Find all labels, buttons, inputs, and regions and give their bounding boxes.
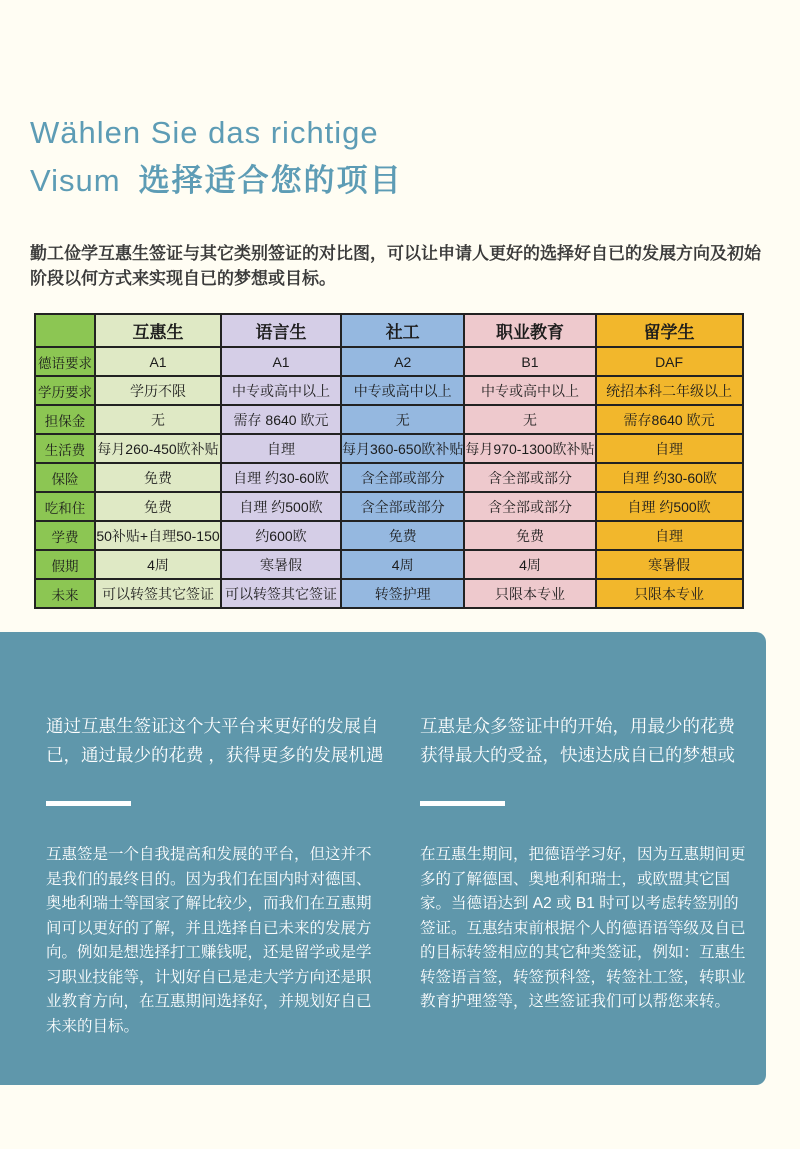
row-label: 生活费 <box>35 434 95 463</box>
table-cell: B1 <box>464 347 595 376</box>
row-label: 假期 <box>35 550 95 579</box>
table-cell: 自理 约500欧 <box>221 492 341 521</box>
panel-left-column <box>46 712 386 1085</box>
table-cell: 免费 <box>95 492 221 521</box>
left-divider <box>46 801 131 806</box>
table-cell: 需存 8640 欧元 <box>221 405 341 434</box>
right-divider <box>420 801 505 806</box>
title-german-line1: Wählen Sie das richtige <box>30 115 379 150</box>
row-label: 保险 <box>35 463 95 492</box>
table-cell: 统招本科二年级以上 <box>596 376 743 405</box>
column-header: 社工 <box>341 314 464 347</box>
row-label: 学费 <box>35 521 95 550</box>
info-panel <box>0 632 766 1085</box>
title-chinese: 选择适合您的项目 <box>138 163 403 198</box>
panel-left-body: 互惠签是一个自我提高和发展的平台，但这并不是我们的最终目的。因为我们在国内时对德国、奥地利瑞士等国家了解比较少，而我们在互惠期间可以更好的了解，并且选择自已未来的发展方向。例如是想选择打工赚钱呢，还是留学或是学习职业技能等，计划好自已是走大学方向还是职业教育方向，在互惠期间选择好，并规划好自已未来的目标。 <box>46 846 372 1035</box>
table-cell: 无 <box>95 405 221 434</box>
table-cell: 中专或高中以上 <box>221 376 341 405</box>
table-cell: 自理 <box>596 521 743 550</box>
row-label: 德语要求 <box>35 347 95 376</box>
table-cell: 每月360-650欧补贴 <box>341 434 464 463</box>
table-cell: 4周 <box>341 550 464 579</box>
table-corner-cell <box>35 314 95 347</box>
table-cell: 可以转签其它签证 <box>95 579 221 608</box>
table-cell: 中专或高中以上 <box>341 376 464 405</box>
table-cell: 学历不限 <box>95 376 221 405</box>
table-cell: DAF <box>596 347 743 376</box>
table-cell: A1 <box>221 347 341 376</box>
table-row <box>35 347 743 376</box>
page-title <box>30 113 403 202</box>
table-row <box>35 492 743 521</box>
table-row <box>35 405 743 434</box>
table-cell: A2 <box>341 347 464 376</box>
table-row <box>35 376 743 405</box>
table-cell: 转签护理 <box>341 579 464 608</box>
panel-left-heading: 通过互惠生签证这个大平台来更好的发展自已，通过最少的花费 ，获得更多的发展机遇 <box>46 716 384 765</box>
table-cell: 约600欧 <box>221 521 341 550</box>
table-cell: 寒暑假 <box>221 550 341 579</box>
table-cell: 每月260-450欧补贴 <box>95 434 221 463</box>
row-label: 担保金 <box>35 405 95 434</box>
table-row <box>35 521 743 550</box>
table-cell: 免费 <box>341 521 464 550</box>
row-label: 吃和住 <box>35 492 95 521</box>
table-cell: 免费 <box>464 521 595 550</box>
table-cell: 50补贴+自理50-150 <box>95 521 221 550</box>
column-header: 语言生 <box>221 314 341 347</box>
table-cell: 只限本专业 <box>464 579 595 608</box>
comparison-table-body <box>35 314 743 608</box>
table-cell: 需存8640 欧元 <box>596 405 743 434</box>
column-header: 职业教育 <box>464 314 595 347</box>
comparison-table <box>34 313 744 609</box>
table-cell: 可以转签其它签证 <box>221 579 341 608</box>
table-cell: 寒暑假 <box>596 550 743 579</box>
title-german-visum: Visum <box>30 163 121 198</box>
table-cell: 自理 <box>596 434 743 463</box>
table-row <box>35 434 743 463</box>
table-cell: 无 <box>341 405 464 434</box>
row-label: 学历要求 <box>35 376 95 405</box>
table-cell: 含全部或部分 <box>464 463 595 492</box>
table-cell: 自理 <box>221 434 341 463</box>
table-cell: 4周 <box>95 550 221 579</box>
table-cell: 含全部或部分 <box>341 492 464 521</box>
intro-paragraph: 勤工俭学互惠生签证与其它类别签证的对比图，可以让申请人更好的选择好自已的发展方向及初始阶段以何方式来实现自已的梦想或目标。 <box>30 244 761 288</box>
column-header: 留学生 <box>596 314 743 347</box>
table-cell: 4周 <box>464 550 595 579</box>
table-cell: 自理 约500欧 <box>596 492 743 521</box>
table-row <box>35 579 743 608</box>
table-cell: 免费 <box>95 463 221 492</box>
table-cell: A1 <box>95 347 221 376</box>
table-cell: 每月970-1300欧补贴 <box>464 434 595 463</box>
table-cell: 自理 约30-60欧 <box>221 463 341 492</box>
table-cell: 含全部或部分 <box>464 492 595 521</box>
column-header: 互惠生 <box>95 314 221 347</box>
table-row <box>35 550 743 579</box>
table-cell: 只限本专业 <box>596 579 743 608</box>
title-line2 <box>30 160 403 202</box>
table-cell: 自理 约30-60欧 <box>596 463 743 492</box>
table-cell: 无 <box>464 405 595 434</box>
table-cell: 含全部或部分 <box>341 463 464 492</box>
table-cell: 中专或高中以上 <box>464 376 595 405</box>
panel-right-body: 在互惠生期间，把德语学习好，因为互惠期间更多的了解德国、奥地利和瑞士，或欧盟其它国家。当德语达到 A2 或 B1 时可以考虑转签别的签证。互惠结束前根据个人的德语语等级及自已的目标转签相应的其它种类签证，例如：互惠生转签语言签，转签预科签，转签社工签，转职业教育护理签等，这些签证我们可以帮您来转。 <box>420 846 746 1010</box>
panel-right-column <box>420 712 748 1085</box>
table-row <box>35 463 743 492</box>
row-label: 未来 <box>35 579 95 608</box>
panel-right-heading: 互惠是众多签证中的开始，用最少的花费获得最大的受益，快速达成自已的梦想或 <box>420 716 735 765</box>
table-header-row <box>35 314 743 347</box>
